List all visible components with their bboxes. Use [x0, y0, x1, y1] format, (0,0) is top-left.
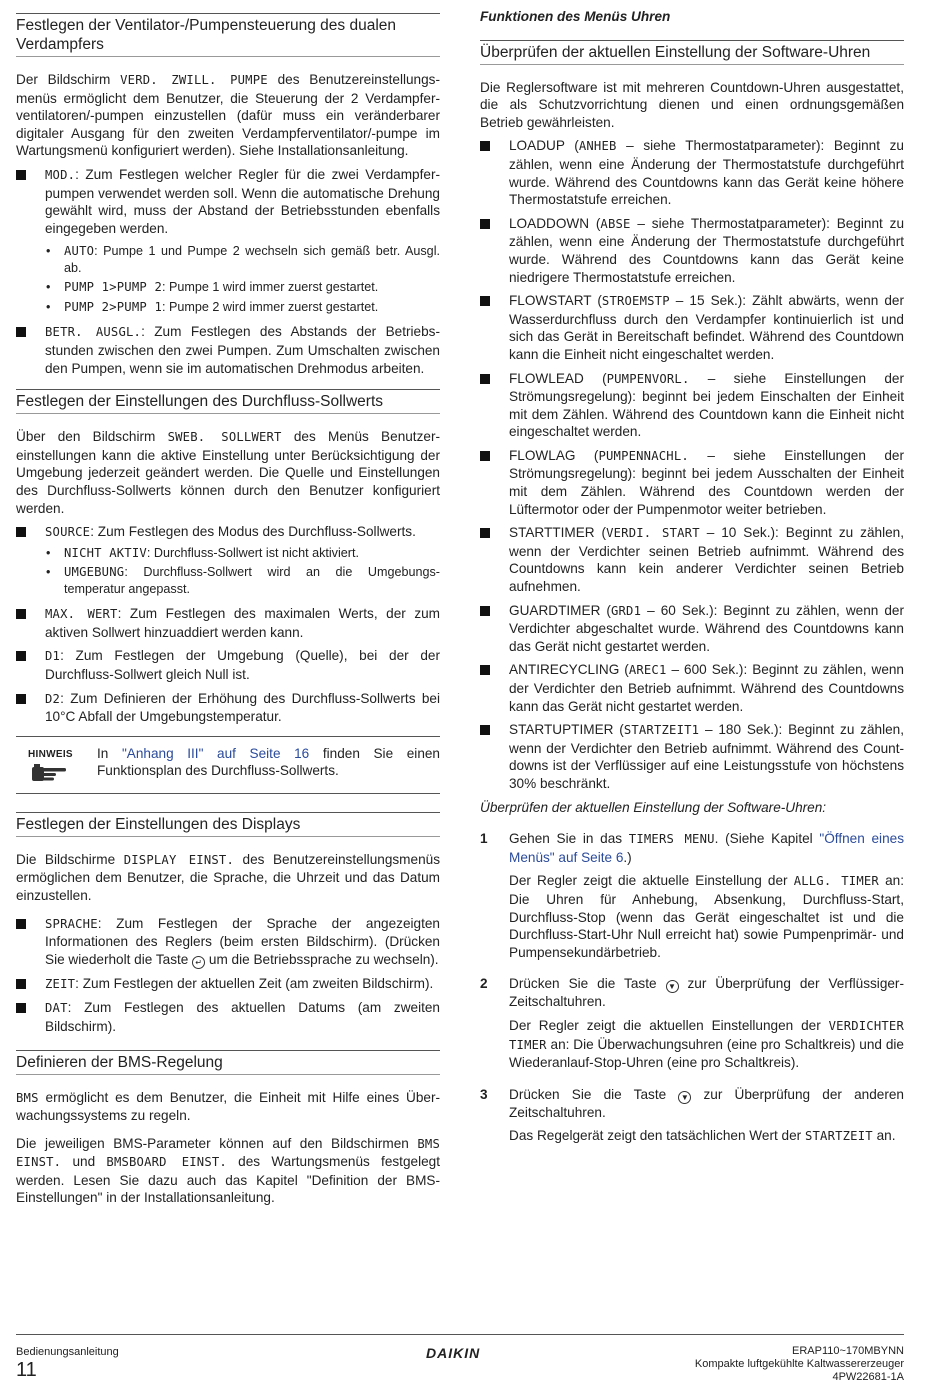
bullet-item: ANTIRECYCLING (AREC1 – 600 Sek.): Beginnt zu zählen, wenn der Verdichter den Betrieb aufnimmt. Während des Countdowns kann das Gerät nicht gestartet werden. — [480, 661, 904, 715]
paragraph: Die Bildschirme DISPLAY EINST. des Benutzereinstellungsmenüs ermöglichen dem Benutzer, die Sprache, die Uhrzeit und das Datum einzustellen. — [16, 851, 440, 903]
bullet-item: BETR. AUSGL.: Zum Festlegen des Abstands der Betriebs-stunden zwischen den zwei Pumpen. Zum Umschalten zwischen den Pumpen, wenn sie im automatischen Drehmodus arbeiten. — [16, 323, 440, 377]
left-column — [16, 0, 440, 1213]
section-title-bms: Definieren der BMS-Regelung — [16, 1050, 440, 1075]
section-title-timers: Überprüfen der aktuellen Einstellung der Software-Uhren — [480, 40, 904, 65]
paragraph: Über den Bildschirm SWEB. SOLLWERT des Menüs Benutzer-einstellungen kann die aktive Einstellung unter Berücksichtigung der Umgebung jederzeit geändert werden. Die Quelle und Einstellungen des Durchfluss-Sollwerts können durch den Benutzer konfiguriert werden. — [16, 429, 440, 516]
sub-bullet-item: • PUMP 2>PUMP 1: Pumpe 2 wird immer zuerst gestartet. — [46, 299, 379, 314]
section-title-flow-setpoint: Festlegen der Einstellungen des Durchfluss-Sollwerts — [16, 389, 440, 414]
bullet-item: MAX. WERT: Zum Festlegen des maximalen Werts, der zum aktiven Sollwert hinzuaddiert werden kann. — [16, 605, 440, 641]
bullet-square-icon — [480, 528, 490, 538]
bullet-square-icon — [16, 919, 26, 929]
bullet-item: MOD.: Zum Festlegen welcher Regler für die zwei Verdampfer-pumpen verwendet werden soll. Wenn die automatische Drehung gewählt wird, muss der Abstand der Betriebsstunden ebenfalls eingegeben werden. — [16, 166, 440, 237]
down-arrow-key-icon: ▼ — [666, 980, 679, 993]
paragraph: BMS ermöglicht es dem Benutzer, die Einheit mit Hilfe eines Über-wachungssystems zu regeln. — [16, 1089, 440, 1124]
procedure-heading: Überprüfen der aktuellen Einstellung der Software-Uhren: — [480, 799, 827, 815]
open-menu-link[interactable]: "Öffnen eines Menüs" auf Seite 6 — [509, 831, 904, 865]
section-title-display: Festlegen der Einstellungen des Displays — [16, 812, 440, 837]
section-title-fan-pump: Festlegen der Ventilator-/Pumpensteuerung des dualen Verdampfers — [16, 13, 440, 57]
sub-bullet-item: • NICHT AKTIV: Durchfluss-Sollwert ist nicht aktiviert. — [46, 545, 359, 560]
brand-logo: DAIKIN — [426, 1345, 481, 1361]
paragraph: Der Regler zeigt die aktuellen Einstellungen der VERDICHTER TIMER an: Die Überwachungsuhren (eine pro Schaltkreis) und die Wiederanlauf-Stop-Uhren (eine pro Schaltkreis). — [509, 1017, 904, 1071]
paragraph: Die Reglersoftware ist mit mehreren Countdown-Uhren ausgestattet, die als Schutzvorrichtung dienen und einen ordnungsgemäßen Betrieb gewährleisten. — [480, 79, 904, 130]
bullet-dot-icon: • — [46, 545, 51, 560]
note-box — [16, 736, 440, 794]
step-2 — [480, 975, 904, 1071]
bullet-square-icon — [480, 725, 490, 735]
step-number: 3 — [480, 1086, 488, 1102]
bullet-square-icon — [480, 219, 490, 229]
footer-docnum: 4PW22681-1A — [832, 1371, 904, 1383]
bullet-square-icon — [480, 374, 490, 384]
note-label: HINWEIS — [28, 748, 73, 760]
bullet-dot-icon: • — [46, 244, 51, 259]
bullet-item: LOADDOWN (ABSE – siehe Thermostatparameter): Beginnt zu zählen, wenn eine Änderung der Thermostatstufe durchgeführt wurde. Während des Countdowns kann das Gerät keine niedrigere Thermostatstufe erreichen. — [480, 215, 904, 286]
paragraph: Das Regelgerät zeigt den tatsächlichen Wert der STARTZEIT an. — [509, 1128, 896, 1144]
paragraph: Der Regler zeigt die aktuelle Einstellung der ALLG. TIMER an: Die Uhren für Anhebung, Absenkung, Durchfluss-Start, Durchfluss-Stop (wenn das Gerät eingeschaltet ist und die Durchfluss-Start-Uhr Null erreicht hat) sowie Pumpenprimär- und Pumpensekundärbetrieb. — [509, 873, 904, 960]
bullet-item: ZEIT: Zum Festlegen der aktuellen Zeit (am zweiten Bildschirm). — [16, 975, 440, 994]
bullet-item: FLOWSTART (STROEMSTP – 15 Sek.): Zählt abwärts, wenn der Wasserdurchfluss durch den Verdampfer kontinuierlich ist und sich das Gerät in Bereitschaft befindet. Während des Countdown kann die Einheit nicht eingeschaltet werden. — [480, 292, 904, 363]
bullet-square-icon — [16, 1003, 26, 1013]
step-number: 2 — [480, 976, 488, 992]
paragraph: Drücken Sie die Taste ▼ zur Überprüfung der anderen Zeitschaltuhren. — [509, 1086, 904, 1120]
bullet-square-icon — [480, 606, 490, 616]
bullet-item: D2: Zum Definieren der Erhöhung des Durchfluss-Sollwerts bei 10°C Abfall der Umgebungstemperatur. — [16, 690, 440, 726]
down-arrow-key-icon: ▼ — [678, 1091, 691, 1104]
page-footer — [16, 1334, 904, 1383]
bullet-item: SOURCE: Zum Festlegen des Modus des Durchfluss-Sollwerts. — [16, 523, 440, 542]
bullet-dot-icon: • — [46, 280, 51, 295]
bullet-item: GUARDTIMER (GRD1 – 60 Sek.): Beginnt zu zählen, wenn der Verdichter abgeschaltet wurde. Während des Countdowns kann das Gerät nicht gestartet werden. — [480, 602, 904, 656]
paragraph: Gehen Sie in das TIMERS MENU. (Siehe Kapitel "Öffnen eines Menüs" auf Seite 6.) — [509, 831, 904, 865]
bullet-square-icon — [16, 651, 26, 661]
hand-pointer-icon — [30, 763, 70, 790]
bullet-square-icon — [16, 979, 26, 989]
bullet-item: LOADUP (ANHEB – siehe Thermostatparameter): Beginnt zu zählen, wenn eine Änderung der Thermostatstufe durchgeführt wurde. Während des Countdowns kann das Gerät keine höhere Thermostatstufe erreichen. — [480, 137, 904, 208]
footer-model: ERAP110~170MBYNN — [792, 1345, 904, 1357]
page-number: 11 — [16, 1359, 37, 1381]
footer-product: Kompakte luftgekühlte Kaltwassererzeuger — [694, 1358, 904, 1370]
bullet-square-icon — [16, 609, 26, 619]
paragraph: Drücken Sie die Taste ▼ zur Überprüfung der Verflüssiger-Zeitschaltuhren. — [509, 976, 904, 1010]
bullet-square-icon — [480, 296, 490, 306]
bullet-item: STARTTIMER (VERDI. START – 10 Sek.): Beginnt zu zählen, wenn der Verdichter seinen Betrieb aufnimmt. Während des Countdowns kann kein anderer Verdichter seinen Betrieb aufnehmen. — [480, 524, 904, 595]
paragraph: Die jeweiligen BMS-Parameter können auf den Bildschirmen BMS EINST. und BMSBOARD EINST. des Wartungsmenüs festgelegt werden. Lesen Sie dazu auch das Kapitel "Definition der BMS-Einstellungen" in der Installationsanleitung. — [16, 1135, 441, 1206]
bullet-square-icon — [16, 170, 26, 180]
step-3 — [480, 1086, 904, 1146]
enter-key-icon: ↵ — [192, 956, 205, 969]
bullet-item: FLOWLEAD (PUMPENVORL. – siehe Einstellungen der Strömungsregelung): beginnt bei jedem Einschalten der Einheit mit dem Zählen. Während des Countdown kann die Einheit nicht eingeschaltet werden. — [480, 370, 904, 441]
bullet-square-icon — [16, 527, 26, 537]
note-text: In "Anhang III" auf Seite 16 finden Sie einen Funktionsplan des Durchfluss-Sollwerts. — [97, 745, 440, 779]
right-column — [480, 0, 904, 1152]
appendix-link[interactable]: "Anhang III" auf Seite 16 — [121, 745, 310, 761]
bullet-item: DAT: Zum Festlegen des aktuellen Datums (am zweiten Bildschirm). — [16, 999, 440, 1035]
bullet-item: D1: Zum Festlegen der Umgebung (Quelle), bei der der Durchfluss-Sollwert gleich Null ist. — [16, 647, 440, 683]
bullet-dot-icon: • — [46, 565, 51, 580]
bullet-square-icon — [480, 665, 490, 675]
bullet-square-icon — [16, 694, 26, 704]
sub-bullet-item: • UMGEBUNG: Durchfluss-Sollwert wird an die Umgebungs-temperatur angepasst. — [46, 565, 440, 596]
chapter-heading: Funktionen des Menüs Uhren — [480, 9, 671, 24]
bullet-item: STARTUPTIMER (STARTZEIT1 – 180 Sek.): Beginnt zu zählen, wenn der Verdichter den Betrieb aufnimmt. Während des Count-downs ist der Verflüssiger auf eine Leistungsstufe von höchstens 30% beschränkt. — [480, 721, 904, 792]
bullet-dot-icon: • — [46, 299, 51, 314]
bullet-item: FLOWLAG (PUMPENNACHL. – siehe Einstellungen der Strömungsregelung): beginnt bei jedem Ausschalten der Einheit mit dem Zählen. Während des Countdown werden der Lüftermotor oder der Pumpenmotor weiter betrieben. — [480, 447, 904, 518]
step-1 — [480, 830, 904, 961]
step-number: 1 — [480, 831, 488, 847]
bullet-item: SPRACHE: Zum Festlegen der Sprache der angezeigten Informationen des Reglers (beim ersten Bildschirm). (Drücken Sie wiederholt die Taste ↵ um die Betriebssprache zu wechseln). — [16, 915, 440, 969]
bullet-square-icon — [480, 451, 490, 461]
paragraph: Der Bildschirm VERD. ZWILL. PUMPE des Benutzereinstellungs-menüs ermöglicht dem Benutzer, die Steuerung der 2 Verdampfer-ventilatoren/-pumpen einzustellen (dafür muss ein veränderbarer digitaler Ausgang für den zweiten Verdampferventilator/-pumpe im Wartungsmenü konfiguriert werden). Siehe Installationsanleitung. — [16, 72, 440, 159]
sub-bullet-item: • AUTO: Pumpe 1 und Pumpe 2 wechseln sich gemäß betr. Ausgl. ab. — [46, 244, 440, 275]
bullet-square-icon — [16, 327, 26, 337]
footer-doc-type: Bedienungsanleitung — [16, 1346, 119, 1358]
bullet-square-icon — [480, 141, 490, 151]
sub-bullet-item: • PUMP 1>PUMP 2: Pumpe 1 wird immer zuerst gestartet. — [46, 280, 379, 295]
